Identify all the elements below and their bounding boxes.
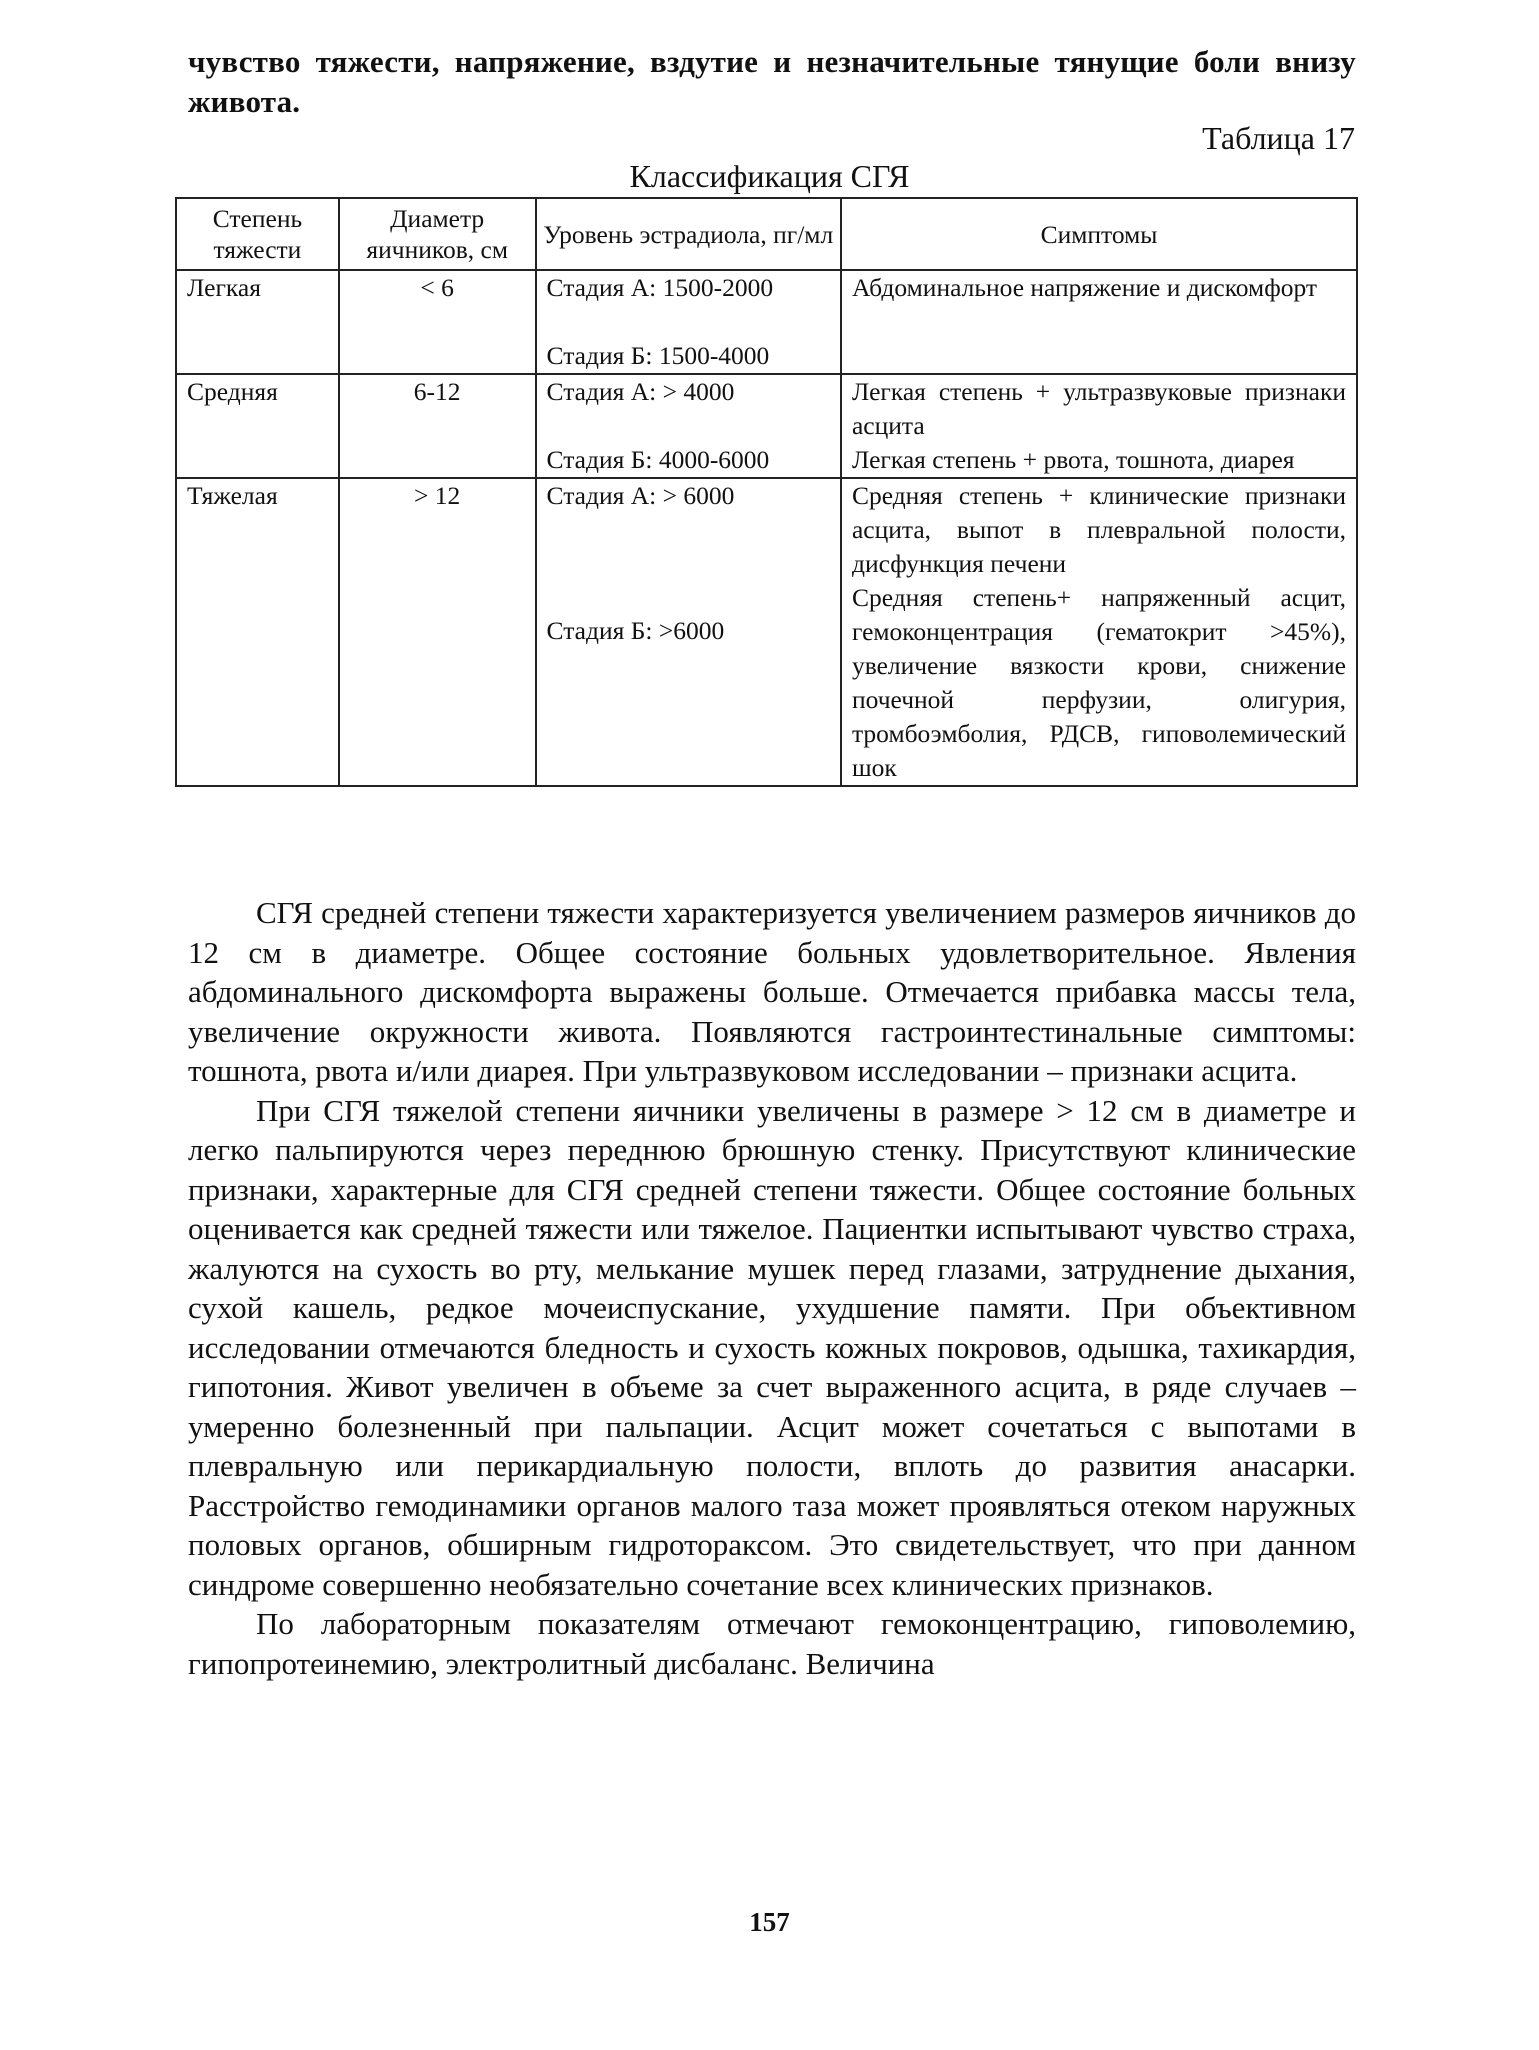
stage-b: Стадия Б: 4000-6000	[546, 445, 770, 474]
severity-cell: Легкая	[176, 270, 339, 374]
table-header-row	[176, 198, 1357, 270]
diameter-cell: < 6	[339, 270, 536, 374]
stage-a: Стадия А: > 6000	[546, 481, 735, 510]
table-row	[176, 478, 1357, 786]
classification-table	[175, 197, 1358, 787]
diameter-cell: > 12	[339, 478, 536, 786]
paragraph: СГЯ средней степени тяжести характеризуется увеличением размеров яичников до 12 см в диаметре. Общее состояние больных удовлетворительное. Явления абдоминального дискомфорта выражены больше. Отмечается прибавка массы тела, увеличение окружности живота. Появляются гастроинтестинальные симптомы: тошнота, рвота и/или диарея. При ультразвуковом исследовании – признаки асцита.	[188, 895, 1356, 1088]
estradiol-cell	[536, 270, 841, 374]
symptoms-a: Абдоминальное напряжение и дискомфорт	[851, 273, 1318, 302]
diameter-cell: 6-12	[339, 374, 536, 478]
table-row	[176, 374, 1357, 478]
stage-a: Стадия А: 1500-2000	[546, 273, 774, 302]
stage-b: Стадия Б: 1500-4000	[546, 341, 770, 370]
estradiol-cell	[536, 478, 841, 786]
symptoms-b: Средняя степень+ напряженный асцит, гемоконцентрация (гематокрит >45%), увеличение вязкости крови, снижение почечной перфузии, олигурия, тромбоэмболия, РДСВ, гиповолемический шок	[851, 583, 1346, 782]
body-text	[188, 893, 1356, 1683]
symptoms-a: Легкая степень + ультразвуковые признаки асцита	[851, 377, 1346, 440]
intro-paragraph	[188, 42, 1356, 121]
stage-b: Стадия Б: >6000	[546, 616, 725, 645]
table-label: Таблица 17	[1202, 120, 1355, 156]
header-estradiol: Уровень эстрадиола, пг/мл	[536, 198, 841, 270]
header-symptoms: Симптомы	[841, 198, 1357, 270]
stage-a: Стадия А: > 4000	[546, 377, 735, 406]
page-number: 157	[749, 1907, 790, 1937]
intro-text: чувство тяжести, напряжение, вздутие и незначительные тянущие боли внизу живота.	[188, 44, 1356, 119]
symptoms-b: Легкая степень + рвота, тошнота, диарея	[851, 445, 1295, 474]
paragraph: При СГЯ тяжелой степени яичники увеличены в размере > 12 см в диаметре и легко пальпируются через переднюю брюшную стенку. Присутствуют клинические признаки, характерные для СГЯ средней степени тяжести. Общее состояние больных оценивается как средней тяжести или тяжелое. Пациентки испытывают чувство страха, жалуются на сухость во рту, мелькание мушек перед глазами, затруднение дыхания, сухой кашель, редкое мочеиспускание, ухудшение памяти. При объективном исследовании отмечаются бледность и сухость кожных покровов, одышка, тахикардия, гипотония. Живот увеличен в объеме за счет выраженного асцита, в ряде случаев – умеренно болезненный при пальпации. Асцит может сочетаться с выпотами в плевральную или перикардиальную полости, вплоть до развития анасарки. Расстройство гемодинамики органов малого таза может проявляться отеком наружных половых органов, обширным гидротораксом. Это свидетельствует, что при данном синдроме совершенно необязательно сочетание всех клинических признаков.	[188, 1092, 1356, 1602]
symptoms-cell	[841, 478, 1357, 786]
paragraph: По лабораторным показателям отмечают гемоконцентрацию, гиповолемию, гипопротеинемию, электролитный дисбаланс. Величина	[188, 1606, 1356, 1681]
severity-cell: Тяжелая	[176, 478, 339, 786]
table-row	[176, 270, 1357, 374]
table-title: Классификация СГЯ	[629, 158, 910, 194]
severity-cell: Средняя	[176, 374, 339, 478]
symptoms-cell	[841, 270, 1357, 374]
header-severity: Степень тяжести	[176, 198, 339, 270]
estradiol-cell	[536, 374, 841, 478]
symptoms-a: Средняя степень + клинические признаки асцита, выпот в плевральной полости, дисфункция печени	[851, 481, 1346, 578]
symptoms-cell	[841, 374, 1357, 478]
header-diameter: Диаметр яичников, см	[339, 198, 536, 270]
